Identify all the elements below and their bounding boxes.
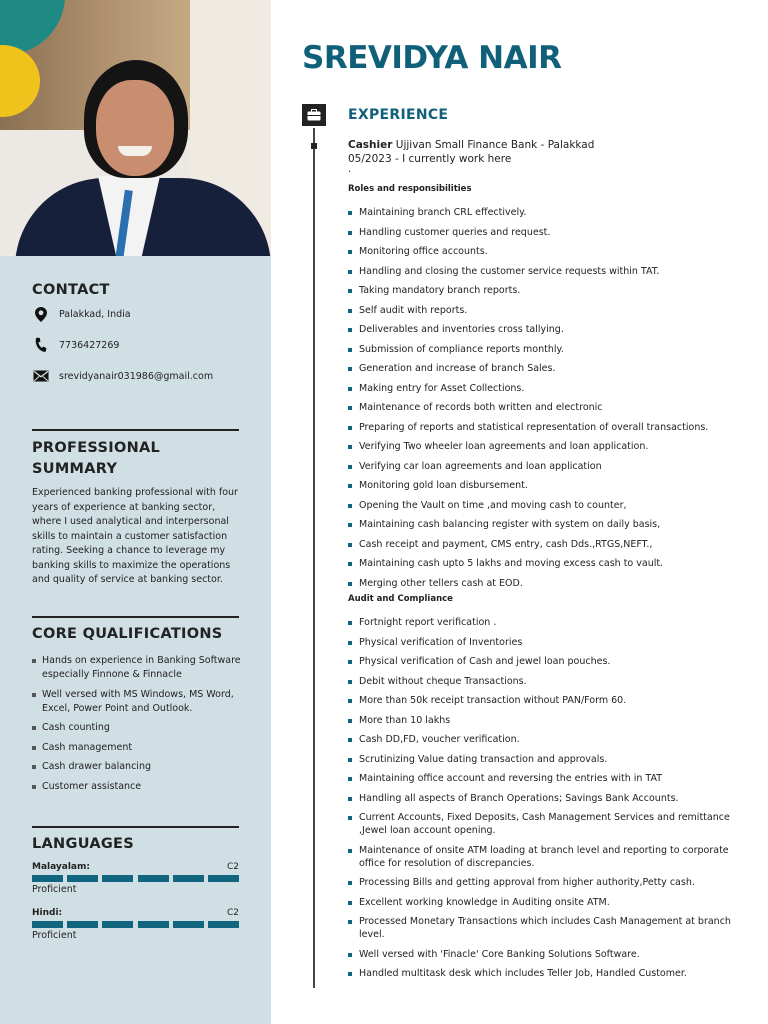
list-item: Scrutinizing Value dating transaction and approvals. bbox=[348, 753, 740, 766]
language-code: C2 bbox=[226, 908, 239, 918]
list-item: Maintenance of onsite ATM loading at branch level and reporting to corporate office for resolution of discrepancies. bbox=[348, 844, 740, 870]
separator-dot: . bbox=[348, 164, 352, 175]
sidebar bbox=[0, 0, 271, 1024]
language-name: Malayalam: bbox=[32, 862, 90, 872]
list-item: Submission of compliance reports monthly. bbox=[348, 343, 740, 356]
divider bbox=[32, 616, 239, 618]
languages-title: LANGUAGES bbox=[32, 836, 134, 852]
audit-list bbox=[348, 616, 740, 987]
phone-text: 7736427269 bbox=[59, 339, 120, 351]
list-item: Debit without cheque Transactions. bbox=[348, 675, 740, 688]
list-item: Cash counting bbox=[32, 721, 244, 735]
list-item: Deliverables and inventories cross tallying. bbox=[348, 323, 740, 336]
candidate-name: SREVIDYA NAIR bbox=[302, 40, 562, 76]
language-level-bar bbox=[32, 921, 239, 928]
timeline-marker bbox=[311, 143, 317, 149]
job-title-line bbox=[348, 139, 594, 151]
language-level: Proficient bbox=[32, 884, 77, 895]
list-item: Processed Monetary Transactions which includes Cash Management at branch level. bbox=[348, 915, 740, 941]
list-item: Well versed with MS Windows, MS Word, Excel, Power Point and Outlook. bbox=[32, 688, 244, 716]
list-item: Generation and increase of branch Sales. bbox=[348, 362, 740, 375]
location-text: Palakkad, India bbox=[59, 308, 131, 320]
list-item: Maintaining cash upto 5 lakhs and moving excess cash to vault. bbox=[348, 557, 740, 570]
job-company: Ujjivan Small Finance Bank - Palakkad bbox=[395, 139, 595, 151]
list-item: Making entry for Asset Collections. bbox=[348, 382, 740, 395]
roles-heading: Roles and responsibilities bbox=[348, 184, 472, 194]
list-item: Handling all aspects of Branch Operations; Savings Bank Accounts. bbox=[348, 792, 740, 805]
list-item: Opening the Vault on time ,and moving cash to counter, bbox=[348, 499, 740, 512]
list-item: Cash receipt and payment, CMS entry, cash Dds.,RTGS,NEFT., bbox=[348, 538, 740, 551]
divider bbox=[32, 826, 239, 828]
list-item: Cash DD,FD, voucher verification. bbox=[348, 733, 740, 746]
location-pin-icon bbox=[32, 306, 50, 322]
list-item: Monitoring gold loan disbursement. bbox=[348, 479, 740, 492]
list-item: Physical verification of Cash and jewel loan pouches. bbox=[348, 655, 740, 668]
experience-title: EXPERIENCE bbox=[348, 107, 449, 123]
job-dates: 05/2023 - I currently work here bbox=[348, 153, 512, 165]
list-item: Monitoring office accounts. bbox=[348, 245, 740, 258]
list-item: More than 50k receipt transaction without PAN/Form 60. bbox=[348, 694, 740, 707]
list-item: More than 10 lakhs bbox=[348, 714, 740, 727]
language-level-bar bbox=[32, 875, 239, 882]
contact-email[interactable] bbox=[32, 368, 213, 384]
envelope-icon bbox=[32, 368, 50, 384]
list-item: Preparing of reports and statistical representation of overall transactions. bbox=[348, 421, 740, 434]
divider bbox=[32, 429, 239, 431]
list-item: Handled multitask desk which includes Teller Job, Handled Customer. bbox=[348, 967, 740, 980]
contact-phone[interactable] bbox=[32, 337, 119, 353]
briefcase-icon bbox=[302, 104, 326, 126]
timeline-line bbox=[313, 128, 315, 988]
summary-text: Experienced banking professional with four years of experience at banking sector, where I used analytical and interpersonal skills to maintain a customer satisfaction rating. Seeking a chance to leverage my banking skills to maximize the operations and quality of service at banking sector. bbox=[32, 487, 238, 585]
list-item: Merging other tellers cash at EOD. bbox=[348, 577, 740, 590]
list-item: Hands on experience in Banking Software especially Finnone & Finnacle bbox=[32, 654, 244, 682]
language-level: Proficient bbox=[32, 930, 77, 941]
language-name: Hindi: bbox=[32, 908, 63, 918]
list-item: Customer assistance bbox=[32, 780, 244, 794]
list-item: Taking mandatory branch reports. bbox=[348, 284, 740, 297]
list-item: Excellent working knowledge in Auditing onsite ATM. bbox=[348, 896, 740, 909]
audit-heading: Audit and Compliance bbox=[348, 594, 453, 604]
list-item: Cash drawer balancing bbox=[32, 760, 244, 774]
list-item: Well versed with 'Finacle' Core Banking Solutions Software. bbox=[348, 948, 740, 961]
list-item: Self audit with reports. bbox=[348, 304, 740, 317]
language-item bbox=[32, 908, 239, 941]
job-role: Cashier bbox=[348, 139, 393, 151]
list-item: Handling customer queries and request. bbox=[348, 226, 740, 239]
list-item: Processing Bills and getting approval from higher authority,Petty cash. bbox=[348, 876, 740, 889]
list-item: Handling and closing the customer service requests within TAT. bbox=[348, 265, 740, 278]
qualifications-list bbox=[32, 654, 244, 799]
list-item: Verifying car loan agreements and loan application bbox=[348, 460, 740, 473]
qualifications-title: CORE QUALIFICATIONS bbox=[32, 626, 223, 642]
roles-list bbox=[348, 206, 740, 596]
list-item: Maintaining cash balancing register with system on daily basis, bbox=[348, 518, 740, 531]
list-item: Physical verification of Inventories bbox=[348, 636, 740, 649]
list-item: Cash management bbox=[32, 741, 244, 755]
profile-photo bbox=[0, 0, 271, 256]
list-item: Fortnight report verification . bbox=[348, 616, 740, 629]
list-item: Current Accounts, Fixed Deposits, Cash Management Services and remittance ,Jewel loan account opening. bbox=[348, 811, 740, 837]
list-item: Verifying Two wheeler loan agreements and loan application. bbox=[348, 440, 740, 453]
summary-title: PROFESSIONAL SUMMARY bbox=[32, 440, 161, 477]
list-item: Maintenance of records both written and electronic bbox=[348, 401, 740, 414]
email-text: srevidyanair031986@gmail.com bbox=[59, 370, 214, 382]
contact-title: CONTACT bbox=[32, 282, 110, 298]
list-item: Maintaining office account and reversing the entries with in TAT bbox=[348, 772, 740, 785]
phone-icon bbox=[32, 337, 50, 353]
language-code: C2 bbox=[226, 862, 239, 872]
language-item bbox=[32, 862, 239, 895]
list-item: Maintaining branch CRL effectively. bbox=[348, 206, 740, 219]
contact-location bbox=[32, 306, 131, 322]
